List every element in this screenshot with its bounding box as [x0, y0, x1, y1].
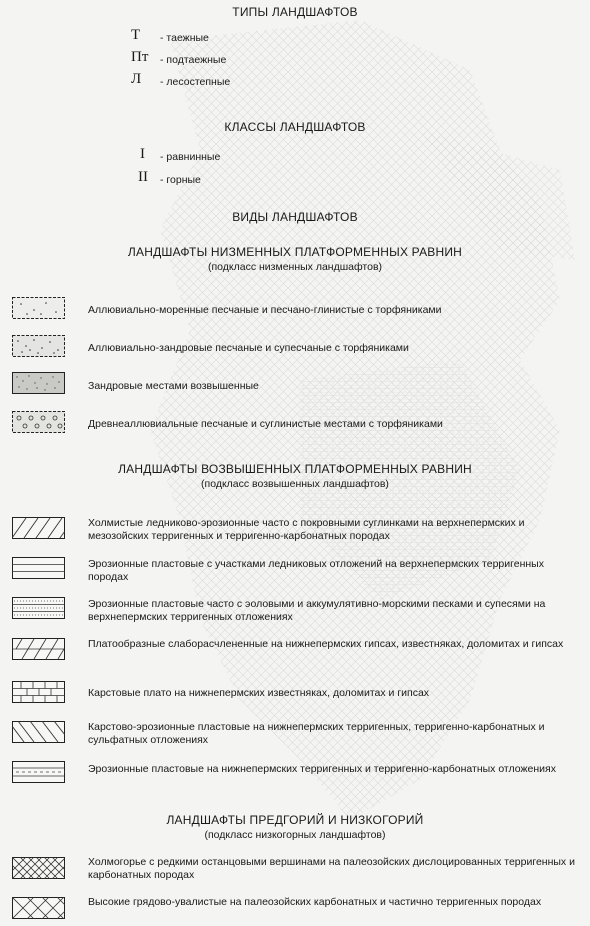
swatch-parallelogram — [12, 638, 65, 660]
elevated-item-label: Карстово-эрозионные пластовые на нижнепермских терригенных, терригенно-карбонатных и сульфатных отложениях — [88, 721, 545, 746]
type-label-taiga: - таежные — [160, 32, 209, 44]
elevated-heading: ЛАНДШАФТЫ ВОЗВЫШЕННЫХ ПЛАТФОРМЕННЫХ РАВНИН — [118, 462, 472, 476]
swatch-circles — [12, 411, 65, 433]
foothills-item-label: Высокие грядово-увалистые на палеозойских карбонатных и частично терригенных породах — [88, 896, 542, 908]
swatch-dashed-lines — [12, 761, 65, 783]
lowland-item-label: Аллювиально-зандровые песчаные и супесчаные с торфяниками — [88, 342, 409, 354]
swatch-diagonal-wide — [12, 517, 65, 539]
swatch-horizontal-dotted — [12, 597, 65, 619]
swatch-brick — [12, 681, 65, 703]
lowland-item-label: Зандровые местами возвышенные — [88, 380, 259, 392]
swatch-dots-sparse — [12, 297, 65, 319]
class-label-mountain: - горные — [160, 174, 201, 186]
swatch-horizontal — [12, 557, 65, 579]
type-label-forest-steppe: - лесостепные — [160, 76, 231, 88]
class-symbol-plain: I — [140, 146, 145, 162]
swatch-dots-medium — [12, 335, 65, 357]
lowland-item-label: Аллювиально-моренные песчаные и песчано-глинистые с торфяниками — [88, 304, 442, 316]
type-symbol-forest-steppe: Л — [131, 71, 142, 87]
foothills-heading: ЛАНДШАФТЫ ПРЕДГОРИЙ И НИЗКОГОРИЙ — [166, 813, 424, 827]
foothills-item-label: Холмогорье с редкими останцовыми вершинами на палеозойских дислоцированных терригенных и карбонатных породах — [88, 856, 575, 881]
elevated-item-label: Холмистые ледниково-эрозионные часто с покровными суглинками на верхнепермских и мезозойских терригенных и терригенно-карбонатных породах — [88, 517, 525, 542]
swatch-crosshatch-wide — [12, 897, 65, 919]
elevated-subheading: (подкласс возвышенных ландшафтов) — [201, 478, 389, 490]
types-heading: ТИПЫ ЛАНДШАФТОВ — [232, 5, 358, 19]
classes-heading: КЛАССЫ ЛАНДШАФТОВ — [224, 120, 366, 134]
class-symbol-mountain: II — [138, 169, 148, 185]
swatch-diagonal-back — [12, 721, 65, 743]
kinds-heading: ВИДЫ ЛАНДШАФТОВ — [232, 210, 358, 224]
lowland-subheading: (подкласс низменных ландшафтов) — [207, 261, 383, 273]
swatch-crosshatch-dense — [12, 857, 65, 879]
elevated-item-label: Эрозионные пластовые часто с эоловыми и аккумулятивно-морскими песками и супесями на верхнепермских терригенных отложениях — [88, 598, 546, 623]
elevated-item-label: Карстовые плато на нижнепермских известняках, доломитах и гипсах — [88, 687, 430, 699]
class-label-plain: - равнинные — [160, 151, 221, 163]
elevated-item-label: Эрозионные пластовые с участками ледниковых отложений на верхнепермских терригенных породах — [88, 558, 544, 583]
type-label-subtaiga: - подтаежные — [160, 54, 227, 66]
foothills-subheading: (подкласс низкогорных ландшафтов) — [204, 829, 386, 841]
type-symbol-subtaiga: Пт — [131, 49, 149, 65]
elevated-item-label: Платообразные слаборасчлененные на нижнепермских гипсах, известняках, доломитах и гипсах — [88, 638, 564, 650]
lowland-heading: ЛАНДШАФТЫ НИЗМЕННЫХ ПЛАТФОРМЕННЫХ РАВНИН — [127, 245, 463, 259]
lowland-item-label: Древнеаллювиальные песчаные и суглинистые местами с торфяниками — [88, 418, 443, 430]
elevated-item-label: Эрозионные пластовые на нижнепермских терригенных и терригенно-карбонатных отложениях — [88, 763, 556, 775]
swatch-dots-dense — [12, 372, 65, 394]
type-symbol-taiga: Т — [131, 27, 141, 43]
